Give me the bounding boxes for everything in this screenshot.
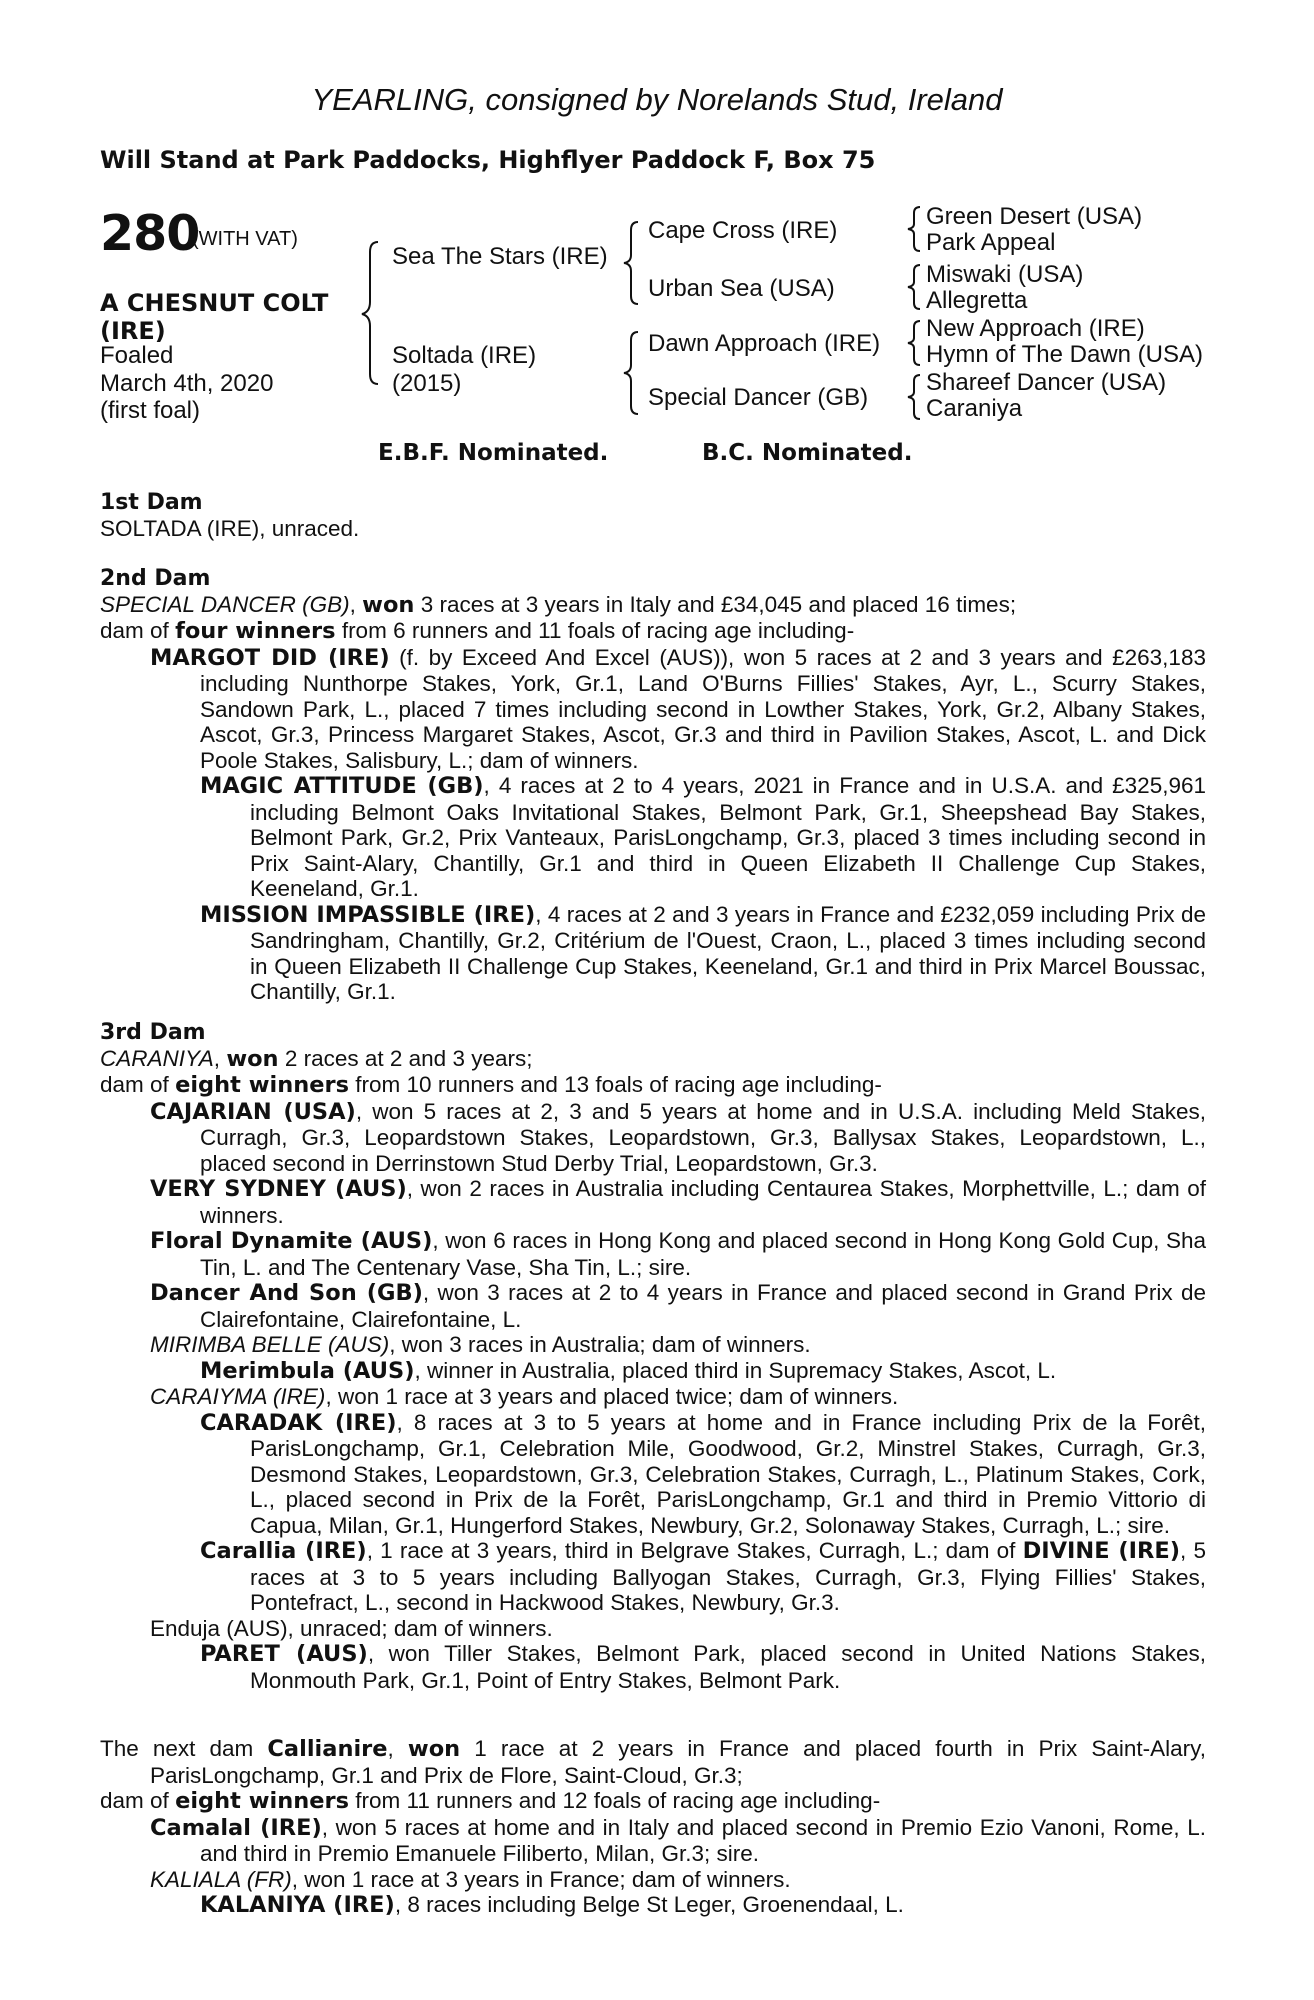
won-label: won — [362, 591, 415, 618]
list-item — [200, 1410, 1206, 1539]
second-dam-name: SPECIAL DANCER (GB) — [100, 591, 350, 617]
ggdam-3: Hymn of The Dawn (USA) — [926, 341, 1203, 368]
dam-sire: Dawn Approach (IRE) — [648, 330, 881, 357]
foaled-label: Foaled — [100, 342, 174, 369]
progeny-record: , 8 races including Belge St Leger, Groenendaal, L. — [394, 1892, 904, 1917]
runners-summary: from 10 runners and 13 foals of racing age including- — [355, 1072, 882, 1097]
dam-of-label: dam of — [100, 1788, 169, 1813]
progeny-name: CARAIYMA (IRE) — [150, 1384, 326, 1409]
list-item — [150, 1384, 1206, 1410]
progeny-name: Merimbula (AUS) — [200, 1357, 415, 1384]
list-item — [150, 1099, 1206, 1177]
next-dam-intro: The next dam — [100, 1736, 254, 1761]
progeny-name: MIRIMBA BELLE (AUS) — [150, 1332, 390, 1357]
progeny-name: KALANIYA (IRE) — [200, 1892, 395, 1918]
list-item: Enduja (AUS), unraced; dam of winners. — [150, 1615, 553, 1641]
sire-dam: Urban Sea (USA) — [648, 275, 835, 302]
progeny-record: (f. by Exceed And Excel (AUS)), won 5 races at 2 and 3 years and £263,183 including Nunthorpe Stakes, York, Gr.1, Land O'Burns Fillies' Stakes, Ayr, L., Scurry Stakes, Sandown Park, L., placed 7 times including second in Lowther Stakes, York, Gr.2, Albany Stakes, Ascot, Gr.3, Princess Margaret Stakes, Ascot, Gr.3 and third in Pavilion Stakes, Ascot, L. and Dick Poole Stakes, Salisbury, L.; dam of winners. — [200, 644, 1206, 773]
third-dam-section: 3rd Dam CARANIYA, won 2 races at 2 and 3 years; dam of eight winners from 10 runners and 13 foals of racing age including- CAJARIAN (USA), won 5 races at 2, 3 and 5 years at home and in U.S.A. including Meld Stakes, Curragh, Gr.3, Leopardstown Stakes, Leopardstown, Gr.3, Ballysax Stakes, Leopardstown, L., placed second in Derrinstown Stud Derby Trial, Leopardstown, Gr.3. VERY SYDNEY (AUS), won 2 races in Australia including Centaurea Stakes, Morphettville, L.; dam of winners. Floral Dynamite (AUS), won 6 races in Hong Kong and placed second in Hong Kong Gold Cup, Sha Tin, L. and The Centenary Vase, Sha Tin, L.; sire. Dancer And Son (GB), won 3 races at 2 to 4 years in France and placed second in Grand Prix de Clairefontaine, Clairefontaine, L. MIRIMBA BELLE (AUS), won 3 races in Australia; dam of winners. Merimbula (AUS), winner in Australia, placed third in Supremacy Stakes, Ascot, L. CARAIYMA (IRE), won 1 race at 3 years and placed twice; dam of winners. CARADAK (IRE), 8 races at 3 to 5 years at home and in France including Prix de la Forêt, ParisLongchamp, Gr.1, Celebration Mile, Goodwood, Gr.2, Minstrel Stakes, Curragh, Gr.3, Desmond Stakes, Leopardstown, Gr.3, Celebration Stakes, Curragh, L., Platinum Stakes, Cork, L., placed second in Prix de la Forêt, ParisLongchamp, Gr.1 and third in Premio Vittorio di Capua, Milan, Gr.1, Hungerford Stakes, Newbury, Gr.2, Solonaway Stakes, Curragh, L.; sire. Carallia (IRE), 1 race at 3 years, third in Belgrave Stakes, Curragh, L.; dam of DIVINE (IRE), 5 races at 3 to 5 years including Ballyogan Stakes, Curragh, Gr.3, Flying Fillies' Stakes, Pontefract, L., second in Hackwood Stakes, Newbury, Gr.3. Enduja (AUS), unraced; dam of winners. PARET (AUS), won Tiller Stakes, Belmont Park, placed second in United Nations Stakes, Monmouth Park, Gr.1, Point of Entry Stakes, Belmont Park. — [100, 1020, 1206, 1693]
list-item — [200, 1358, 1206, 1385]
list-item — [200, 1641, 1206, 1693]
progeny-name: Camalal (IRE) — [150, 1814, 322, 1841]
progeny-record: , 5 races at 3 to 5 years including Ballyogan Stakes, Curragh, Gr.3, Flying Fillies' Stakes, Pontefract, L., second in Hackwood Stakes, Newbury, Gr.3. — [250, 1538, 1206, 1615]
ggsire-1: Green Desert (USA) — [926, 203, 1143, 230]
ggsire-4: Shareef Dancer (USA) — [926, 369, 1167, 396]
progeny-name: KALIALA (FR) — [150, 1866, 292, 1892]
bc-nomination: B.C. Nominated. — [702, 440, 913, 466]
won-label: won — [226, 1045, 279, 1072]
first-dam-heading: 1st Dam — [100, 490, 203, 515]
dam-of-label: dam of — [100, 1072, 169, 1097]
runners-summary: from 6 runners and 11 foals of racing age including- — [341, 618, 855, 643]
progeny-record: , won 1 race at 3 years in France; dam of winners. — [291, 1866, 791, 1892]
progeny-record: , won 3 races in Australia; dam of winners. — [389, 1332, 811, 1357]
list-item — [150, 1280, 1206, 1332]
foaled-date: March 4th, 2020 — [100, 370, 274, 397]
first-dam-section — [100, 490, 1206, 541]
progeny-record: , won 3 races at 2 to 4 years in France and placed second in Grand Prix de Clairefontaine, Clairefontaine, L. — [200, 1280, 1206, 1332]
progeny-record: , won 2 races in Australia including Centaurea Stakes, Morphettville, L.; dam of winners. — [200, 1176, 1206, 1228]
dam-year: (2015) — [392, 370, 462, 397]
lot-description: A CHESNUT COLT — [100, 289, 329, 317]
dam-name: Soltada (IRE) — [392, 342, 537, 369]
progeny-record: , winner in Australia, placed third in Supremacy Stakes, Ascot, L. — [414, 1357, 1057, 1383]
sire-sire: Cape Cross (IRE) — [648, 217, 838, 244]
progeny-record: , won 5 races at home and in Italy and placed second in Premio Ezio Vanoni, Rome, L. and third in Premio Emanuele Filiberto, Milan, Gr.3; sire. — [200, 1814, 1206, 1866]
third-dam-name: CARANIYA — [100, 1045, 214, 1071]
pedigree-brace-dam — [622, 328, 646, 418]
progeny-record: , won Tiller Stakes, Belmont Park, placed second in United Nations Stakes, Monmouth Park, Gr.1, Point of Entry Stakes, Belmont Park. — [250, 1641, 1206, 1693]
first-dam-text: SOLTADA (IRE), unraced. — [100, 515, 360, 541]
second-dam-record: 3 races at 3 years in Italy and £34,045 and placed 16 times; — [420, 591, 1017, 617]
stand-location: Will Stand at Park Paddocks, Highflyer Paddock F, Box 75 — [100, 146, 876, 174]
catalogue-heading: YEARLING, consigned by Norelands Stud, Ireland — [311, 82, 1003, 117]
progeny-name: Floral Dynamite (AUS) — [150, 1228, 433, 1254]
winners-count: eight winners — [175, 1072, 350, 1098]
progeny-record: , won 6 races in Hong Kong and placed second in Hong Kong Gold Cup, Sha Tin, L. and The Centenary Vase, Sha Tin, L.; sire. — [200, 1228, 1206, 1280]
pedigree-brace-4 — [906, 372, 924, 422]
list-item — [150, 1815, 1206, 1867]
ggdam-1: Park Appeal — [926, 229, 1056, 256]
ggsire-2: Miswaki (USA) — [926, 261, 1084, 288]
progeny-record: , 4 races at 2 and 3 years in France and £232,059 including Prix de Sandringham, Chantilly, Gr.2, Critérium de l'Ouest, Craon, L., placed 3 times including second in Queen Elizabeth II Challenge Cup Stakes, Keeneland, Gr.1 and third in Prix Marcel Boussac, Chantilly, Gr.1. — [250, 901, 1206, 1004]
pedigree-brace-1 — [906, 204, 924, 254]
winners-count: eight winners — [175, 1788, 350, 1814]
ggdam-4: Caraniya — [926, 395, 1023, 422]
progeny-name: Dancer And Son (GB) — [150, 1280, 423, 1306]
second-dam-heading: 2nd Dam — [100, 566, 211, 591]
next-dam-section: The next dam Callianire, won 1 race at 2 years in France and placed fourth in Prix Saint-Alary, ParisLongchamp, Gr.1 and Prix de Flore, Saint-Cloud, Gr.3; dam of eight winners from 11 runners and 12 foals of racing age including- Camalal (IRE), won 5 races at home and in Italy and placed second in Premio Ezio Vanoni, Rome, L. and third in Premio Emanuele Filiberto, Milan, Gr.3; sire. KALIALA (FR), won 1 race at 3 years in France; dam of winners. KALANIYA (IRE), 8 races including Belge St Leger, Groenendaal, L. — [100, 1736, 1206, 1918]
third-dam-heading: 3rd Dam — [100, 1020, 206, 1045]
ebf-nomination: E.B.F. Nominated. — [378, 440, 609, 466]
progeny-name: Carallia (IRE) — [200, 1538, 367, 1564]
progeny-record: , 1 race at 3 years, third in Belgrave Stakes, Curragh, L.; dam of — [366, 1538, 1016, 1563]
progeny-record: , won 1 race at 3 years and placed twice; dam of winners. — [325, 1384, 899, 1409]
progeny-name: MARGOT DID (IRE) — [150, 644, 390, 671]
progeny-name: CAJARIAN (USA) — [150, 1098, 356, 1125]
ggdam-2: Allegretta — [926, 287, 1028, 314]
runners-summary: from 11 runners and 12 foals of racing age including- — [355, 1788, 881, 1813]
vat-note: (WITH VAT) — [192, 228, 298, 250]
list-item — [150, 645, 1206, 774]
dam-dam: Special Dancer (GB) — [648, 384, 869, 411]
pedigree-brace-2 — [906, 262, 924, 312]
pedigree-brace-3 — [906, 318, 924, 368]
progeny-record: , 4 races at 2 to 4 years, 2021 in France and in U.S.A. and £325,961 including Belmont Oaks Invitational Stakes, Belmont Park, Gr.1, Sheepshead Bay Stakes, Belmont Park, Gr.2, Prix Vanteaux, ParisLongchamp, Gr.3, placed 3 times including second in Prix Saint-Alary, Chantilly, Gr.1 and third in Queen Elizabeth II Challenge Cup Stakes, Keeneland, Gr.1. — [250, 773, 1206, 901]
list-item — [200, 1538, 1206, 1616]
won-label: won — [407, 1736, 461, 1762]
lot-country: (IRE) — [100, 317, 166, 345]
winners-count: four winners — [175, 618, 336, 644]
next-dam-record: 1 race at 2 years in France and placed fourth in Prix Saint-Alary, ParisLongchamp, Gr.1 and Prix de Flore, Saint-Cloud, Gr.3; — [150, 1736, 1206, 1788]
lot-number: 280 — [100, 205, 200, 262]
progeny-name: MISSION IMPASSIBLE (IRE) — [200, 901, 536, 928]
progeny-name: MAGIC ATTITUDE (GB) — [200, 773, 484, 799]
progeny-name: VERY SYDNEY (AUS) — [150, 1176, 407, 1202]
list-item — [200, 773, 1206, 902]
progeny-record: , 8 races at 3 to 5 years at home and in France including Prix de la Forêt, ParisLongchamp, Gr.1, Celebration Mile, Goodwood, Gr.2, Minstrel Stakes, Curragh, Gr.3, Desmond Stakes, Leopardstown, Gr.3, Celebration Stakes, Curragh, L., Platinum Stakes, Cork, L., placed second in Prix de la Forêt, ParisLongchamp, Gr.1 and third in Premio Vittorio di Capua, Milan, Gr.1, Hungerford Stakes, Newbury, Gr.2, Solonaway Stakes, Curragh, L.; sire. — [250, 1409, 1206, 1538]
sire-name: Sea The Stars (IRE) — [392, 243, 608, 270]
ggsire-3: New Approach (IRE) — [926, 315, 1145, 342]
list-item — [150, 1176, 1206, 1228]
list-item — [200, 1892, 1206, 1919]
progeny-name: PARET (AUS) — [200, 1641, 368, 1667]
pedigree-brace-sire — [622, 218, 646, 308]
progeny-name: CARADAK (IRE) — [200, 1409, 397, 1436]
progeny-name: DIVINE (IRE) — [1022, 1538, 1181, 1564]
foal-note: (first foal) — [100, 397, 201, 424]
second-dam-section: 2nd Dam SPECIAL DANCER (GB), won 3 races at 3 years in Italy and £34,045 and placed 16 times; dam of four winners from 6 runners and 11 foals of racing age including- MARGOT DID (IRE) (f. by Exceed And Excel (AUS)), won 5 races at 2 and 3 years and £263,183 including Nunthorpe Stakes, York, Gr.1, Land O'Burns Fillies' Stakes, Ayr, L., Scurry Stakes, Sandown Park, L., placed 7 times including second in Lowther Stakes, York, Gr.2, Albany Stakes, Ascot, Gr.3, Princess Margaret Stakes, Ascot, Gr.3 and third in Pavilion Stakes, Ascot, L. and Dick Poole Stakes, Salisbury, L.; dam of winners. MAGIC ATTITUDE (GB), 4 races at 2 to 4 years, 2021 in France and in U.S.A. and £325,961 including Belmont Oaks Invitational Stakes, Belmont Park, Gr.1, Sheepshead Bay Stakes, Belmont Park, Gr.2, Prix Vanteaux, ParisLongchamp, Gr.3, placed 3 times including second in Prix Saint-Alary, Chantilly, Gr.1 and third in Queen Elizabeth II Challenge Cup Stakes, Keeneland, Gr.1. MISSION IMPASSIBLE (IRE), 4 races at 2 and 3 years in France and £232,059 including Prix de Sandringham, Chantilly, Gr.2, Critérium de l'Ouest, Craon, L., placed 3 times including second in Queen Elizabeth II Challenge Cup Stakes, Keeneland, Gr.1 and third in Prix Marcel Boussac, Chantilly, Gr.1. — [100, 566, 1206, 1004]
next-dam-name: Callianire — [267, 1736, 388, 1762]
third-dam-record: 2 races at 2 and 3 years; — [284, 1045, 533, 1071]
list-item — [150, 1867, 1206, 1893]
progeny-record: , won 5 races at 2, 3 and 5 years at home and in U.S.A. including Meld Stakes, Curragh, Gr.3, Leopardstown Stakes, Leopardstown, Gr.3, Ballysax Stakes, Leopardstown, L., placed second in Derrinstown Stud Derby Trial, Leopardstown, Gr.3. — [200, 1098, 1206, 1176]
list-item — [150, 1332, 1206, 1358]
list-item — [150, 1228, 1206, 1280]
list-item — [200, 902, 1206, 1005]
dam-of-label: dam of — [100, 618, 169, 643]
pedigree-brace-main — [360, 238, 390, 388]
